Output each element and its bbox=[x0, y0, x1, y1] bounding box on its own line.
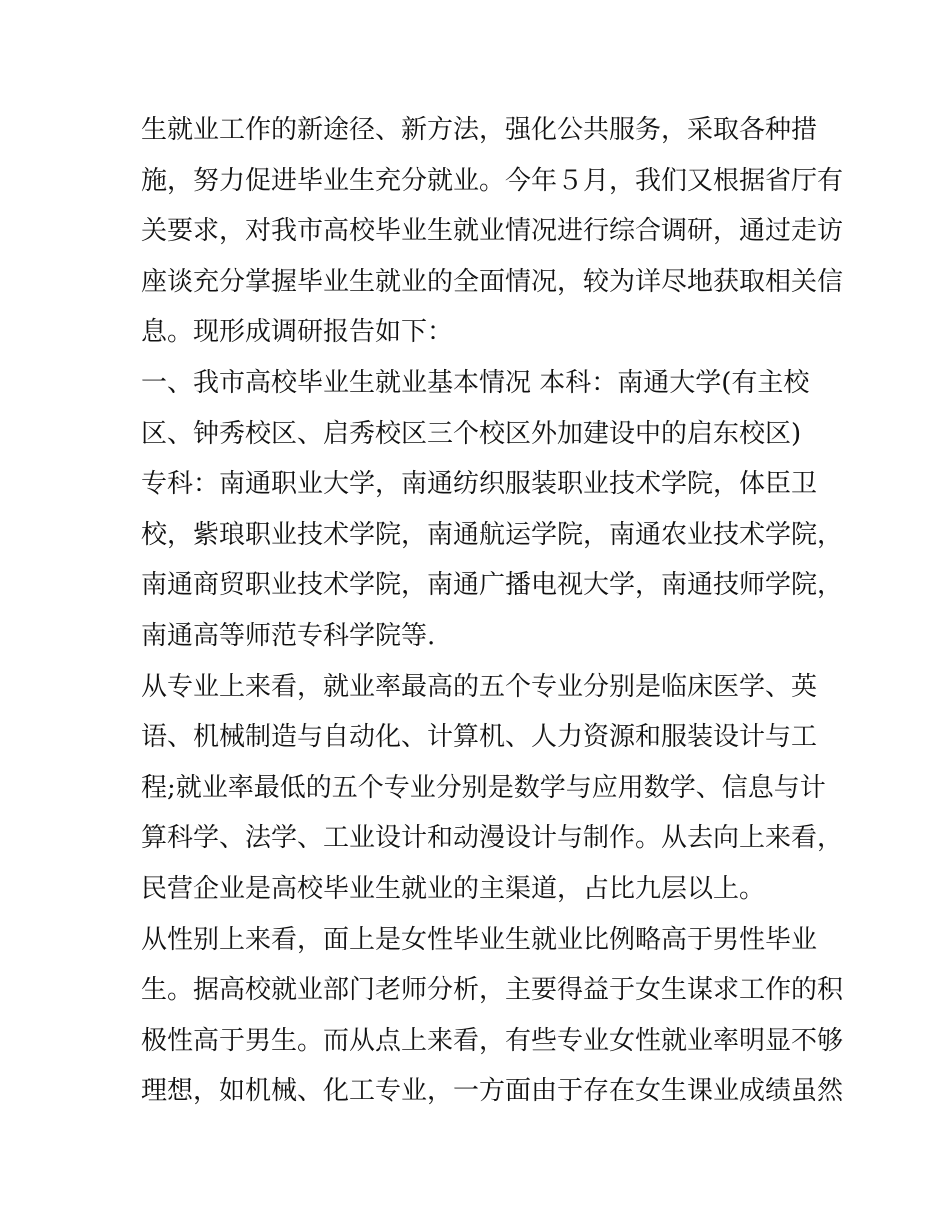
text-line-3: 关要求，对我市高校毕业生就业情况进行综合调研，通过走访 bbox=[141, 216, 844, 247]
text-line-13: 语、机械制造与自动化、计算机、人力资源和服装设计与工 bbox=[141, 722, 818, 753]
text-line-11: 南通高等师范专科学院等. bbox=[141, 620, 436, 651]
text-line-7: 区、钟秀校区、启秀校区三个校区外加建设中的启东校区) bbox=[141, 418, 802, 449]
text-line-20: 理想，如机械、化工专业，一方面由于存在女生课业成绩虽然 bbox=[141, 1076, 844, 1107]
text-line-10: 南通商贸职业技术学院，南通广播电视大学，南通技师学院， bbox=[141, 570, 844, 601]
text-line-17: 从性别上来看，面上是女性毕业生就业比例略高于男性毕业 bbox=[141, 924, 818, 955]
text-line-2: 施，努力促进毕业生充分就业。今年５月，我们又根据省厅有 bbox=[141, 165, 844, 196]
document-body bbox=[141, 105, 844, 1117]
text-line-12: 从专业上来看，就业率最高的五个专业分别是临床医学、英 bbox=[141, 671, 818, 702]
text-line-5: 息。现形成调研报告如下： bbox=[141, 317, 454, 348]
text-line-4: 座谈充分掌握毕业生就业的全面情况，较为详尽地获取相关信 bbox=[141, 266, 844, 297]
text-line-16: 民营企业是高校毕业生就业的主渠道，占比九层以上。 bbox=[141, 873, 766, 904]
text-line-1: 生就业工作的新途径、新方法，强化公共服务，采取各种措 bbox=[141, 115, 818, 145]
text-line-19: 极性高于男生。而从点上来看，有些专业女性就业率明显不够 bbox=[141, 1025, 844, 1056]
text-line-9: 校，紫琅职业技术学院，南通航运学院，南通农业技术学院， bbox=[141, 519, 844, 550]
section-heading-line: 一、我市高校毕业生就业基本情况 本科：南通大学(有主校 bbox=[141, 367, 810, 398]
text-line-14: 程;就业率最低的五个专业分别是数学与应用数学、信息与计 bbox=[141, 772, 826, 803]
text-line-8: 专科：南通职业大学，南通纺织服装职业技术学院，体臣卫 bbox=[141, 469, 818, 500]
text-line-15: 算科学、法学、工业设计和动漫设计与制作。从去向上来看， bbox=[141, 823, 844, 854]
text-line-18: 生。据高校就业部门老师分析，主要得益于女生谋求工作的积 bbox=[141, 975, 844, 1006]
